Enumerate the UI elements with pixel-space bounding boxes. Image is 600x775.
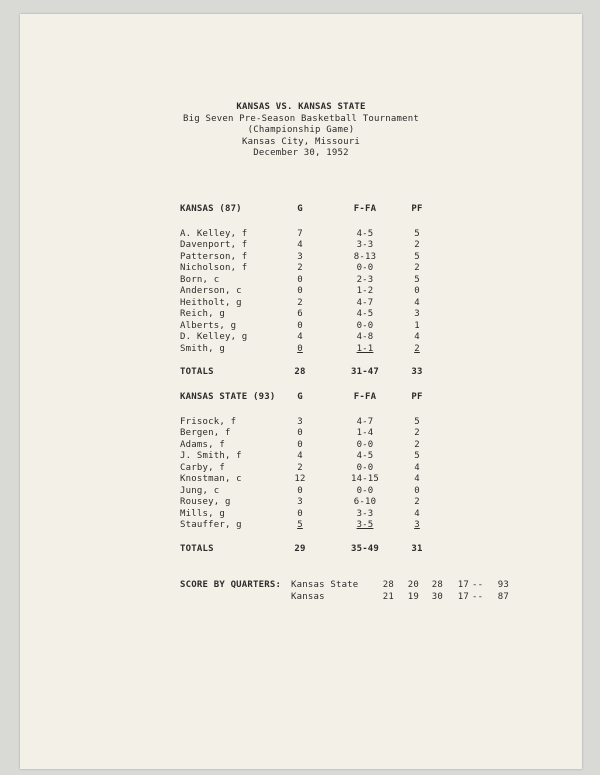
player-ffa: 4-8 xyxy=(356,332,374,342)
player-name: Davenport, f xyxy=(180,240,248,250)
player-g: 12 xyxy=(294,474,306,484)
player-pf: 2 xyxy=(414,263,420,273)
player-name: Heitholt, g xyxy=(180,297,242,308)
player-pf: 4 xyxy=(414,474,420,484)
player-name: D. Kelley, g xyxy=(180,332,248,342)
player-g: 5 xyxy=(297,520,303,530)
player-row xyxy=(180,428,560,440)
player-g: 4 xyxy=(297,240,303,250)
totals-g: 28 xyxy=(294,367,306,377)
quarter-2: 20 xyxy=(407,580,419,590)
player-row xyxy=(180,509,560,521)
player-g: 2 xyxy=(297,462,303,473)
totals-label: TOTALS xyxy=(180,543,214,554)
quarter-4: 17 xyxy=(457,580,469,590)
document-page xyxy=(20,14,582,769)
player-ffa: 3-3 xyxy=(356,240,374,250)
totals-ffa: 35-49 xyxy=(350,543,380,554)
kstate-team-heading: KANSAS STATE (93) xyxy=(180,392,276,402)
game-date: December 30, 1952 xyxy=(253,148,349,158)
player-row xyxy=(180,417,560,429)
player-ffa: 1-1 xyxy=(356,343,374,354)
player-pf: 2 xyxy=(414,497,420,507)
quarter-3: 28 xyxy=(431,580,443,590)
player-name: Smith, g xyxy=(180,343,225,354)
quarter-team: Kansas xyxy=(291,592,325,602)
player-g: 0 xyxy=(297,343,303,354)
player-g: 0 xyxy=(297,485,303,496)
player-name: Alberts, g xyxy=(180,320,237,331)
quarter-total: 87 xyxy=(497,592,509,602)
totals-label: TOTALS xyxy=(180,367,214,377)
totals-g: 29 xyxy=(294,543,306,554)
player-row xyxy=(180,252,560,264)
player-pf: 4 xyxy=(414,297,420,308)
totals-pf: 31 xyxy=(411,543,423,554)
player-name: Anderson, c xyxy=(180,286,242,296)
document-header xyxy=(20,102,582,160)
player-pf: 2 xyxy=(414,428,420,438)
kansas-header-row xyxy=(180,204,560,216)
player-row xyxy=(180,486,560,498)
player-ffa: 1-2 xyxy=(356,286,374,296)
player-name: Knostman, c xyxy=(180,474,242,484)
player-ffa: 3-3 xyxy=(356,508,374,519)
player-g: 0 xyxy=(297,320,303,331)
game-location: Kansas City, Missouri xyxy=(242,136,360,147)
player-ffa: 4-7 xyxy=(356,416,374,427)
player-ffa: 4-5 xyxy=(356,451,374,461)
player-g: 0 xyxy=(297,274,303,285)
quarter-total: 93 xyxy=(497,580,509,590)
player-pf: 5 xyxy=(414,228,420,239)
player-row xyxy=(180,229,560,241)
player-row xyxy=(180,321,560,333)
col-header-g: G xyxy=(297,392,303,402)
player-row xyxy=(180,298,560,310)
player-pf: 0 xyxy=(414,485,420,496)
quarters-label: SCORE BY QUARTERS: xyxy=(180,580,282,590)
player-ffa: 4-5 xyxy=(356,309,374,319)
player-row xyxy=(180,275,560,287)
col-header-ffa: F-FA xyxy=(353,204,377,214)
quarter-2: 19 xyxy=(407,592,419,602)
col-header-g: G xyxy=(297,204,303,214)
kansas-box-score xyxy=(180,204,560,379)
player-pf: 3 xyxy=(414,520,420,530)
kansas-team-heading: KANSAS (87) xyxy=(180,204,242,214)
col-header-pf: PF xyxy=(411,392,423,402)
player-row xyxy=(180,474,560,486)
tournament-name: Big Seven Pre-Season Basketball Tournament xyxy=(183,113,419,124)
quarter-dash: -- xyxy=(472,592,484,602)
quarter-1: 21 xyxy=(382,592,394,602)
game-type: (Championship Game) xyxy=(247,125,355,135)
player-name: Stauffer, g xyxy=(180,520,242,530)
player-row xyxy=(180,309,560,321)
quarter-1: 28 xyxy=(382,580,394,590)
player-name: Nicholson, f xyxy=(180,263,248,273)
kstate-box-score xyxy=(180,392,560,555)
player-g: 3 xyxy=(297,416,303,427)
player-pf: 4 xyxy=(414,462,420,473)
quarter-dash: -- xyxy=(472,580,484,590)
player-name: A. Kelley, f xyxy=(180,228,248,239)
player-pf: 4 xyxy=(414,508,420,519)
player-ffa: 8-13 xyxy=(353,251,377,262)
kansas-totals-row xyxy=(180,367,560,379)
player-ffa: 3-5 xyxy=(356,520,374,530)
kstate-header-row xyxy=(180,392,560,404)
player-row xyxy=(180,520,560,532)
player-ffa: 14-15 xyxy=(350,474,380,484)
player-name: Carby, f xyxy=(180,462,225,473)
player-g: 0 xyxy=(297,428,303,438)
kstate-totals-row xyxy=(180,544,560,556)
player-pf: 1 xyxy=(414,320,420,331)
player-name: Adams, f xyxy=(180,439,225,450)
player-g: 7 xyxy=(297,228,303,239)
player-g: 4 xyxy=(297,451,303,461)
player-row xyxy=(180,440,560,452)
player-g: 2 xyxy=(297,263,303,273)
player-name: Rousey, g xyxy=(180,497,231,507)
game-title: KANSAS VS. KANSAS STATE xyxy=(236,102,366,112)
player-pf: 2 xyxy=(414,343,420,354)
player-name: Mills, g xyxy=(180,508,225,519)
player-ffa: 6-10 xyxy=(353,497,377,507)
player-name: Bergen, f xyxy=(180,428,231,438)
totals-ffa: 31-47 xyxy=(350,367,380,377)
player-g: 4 xyxy=(297,332,303,342)
quarter-4: 17 xyxy=(457,592,469,602)
player-pf: 3 xyxy=(414,309,420,319)
player-row xyxy=(180,497,560,509)
player-pf: 2 xyxy=(414,439,420,450)
player-g: 3 xyxy=(297,251,303,262)
col-header-pf: PF xyxy=(411,204,423,214)
player-name: Jung, c xyxy=(180,485,220,496)
player-pf: 5 xyxy=(414,416,420,427)
player-ffa: 0-0 xyxy=(356,263,374,273)
player-ffa: 0-0 xyxy=(356,462,374,473)
player-ffa: 1-4 xyxy=(356,428,374,438)
player-pf: 5 xyxy=(414,251,420,262)
totals-pf: 33 xyxy=(411,367,423,377)
player-name: Frisock, f xyxy=(180,416,237,427)
player-name: Patterson, f xyxy=(180,251,248,262)
player-row xyxy=(180,344,560,356)
player-row xyxy=(180,240,560,252)
player-g: 2 xyxy=(297,297,303,308)
player-g: 3 xyxy=(297,497,303,507)
player-g: 0 xyxy=(297,508,303,519)
quarter-3: 30 xyxy=(431,592,443,602)
kansas-player-list xyxy=(180,229,560,356)
player-g: 0 xyxy=(297,286,303,296)
player-ffa: 4-5 xyxy=(356,228,374,239)
player-pf: 5 xyxy=(414,274,420,285)
player-pf: 2 xyxy=(414,240,420,250)
player-row xyxy=(180,463,560,475)
player-g: 6 xyxy=(297,309,303,319)
quarter-team: Kansas State xyxy=(291,580,359,590)
player-row xyxy=(180,451,560,463)
player-g: 0 xyxy=(297,439,303,450)
player-row xyxy=(180,332,560,344)
player-pf: 0 xyxy=(414,286,420,296)
col-header-ffa: F-FA xyxy=(353,392,377,402)
player-name: Born, c xyxy=(180,274,220,285)
player-pf: 4 xyxy=(414,332,420,342)
player-ffa: 0-0 xyxy=(356,320,374,331)
player-name: J. Smith, f xyxy=(180,451,242,461)
player-ffa: 2-3 xyxy=(356,274,374,285)
player-pf: 5 xyxy=(414,451,420,461)
kstate-player-list xyxy=(180,417,560,532)
player-ffa: 0-0 xyxy=(356,485,374,496)
player-row xyxy=(180,263,560,275)
player-row xyxy=(180,286,560,298)
player-ffa: 0-0 xyxy=(356,439,374,450)
player-name: Reich, g xyxy=(180,309,225,319)
player-ffa: 4-7 xyxy=(356,297,374,308)
